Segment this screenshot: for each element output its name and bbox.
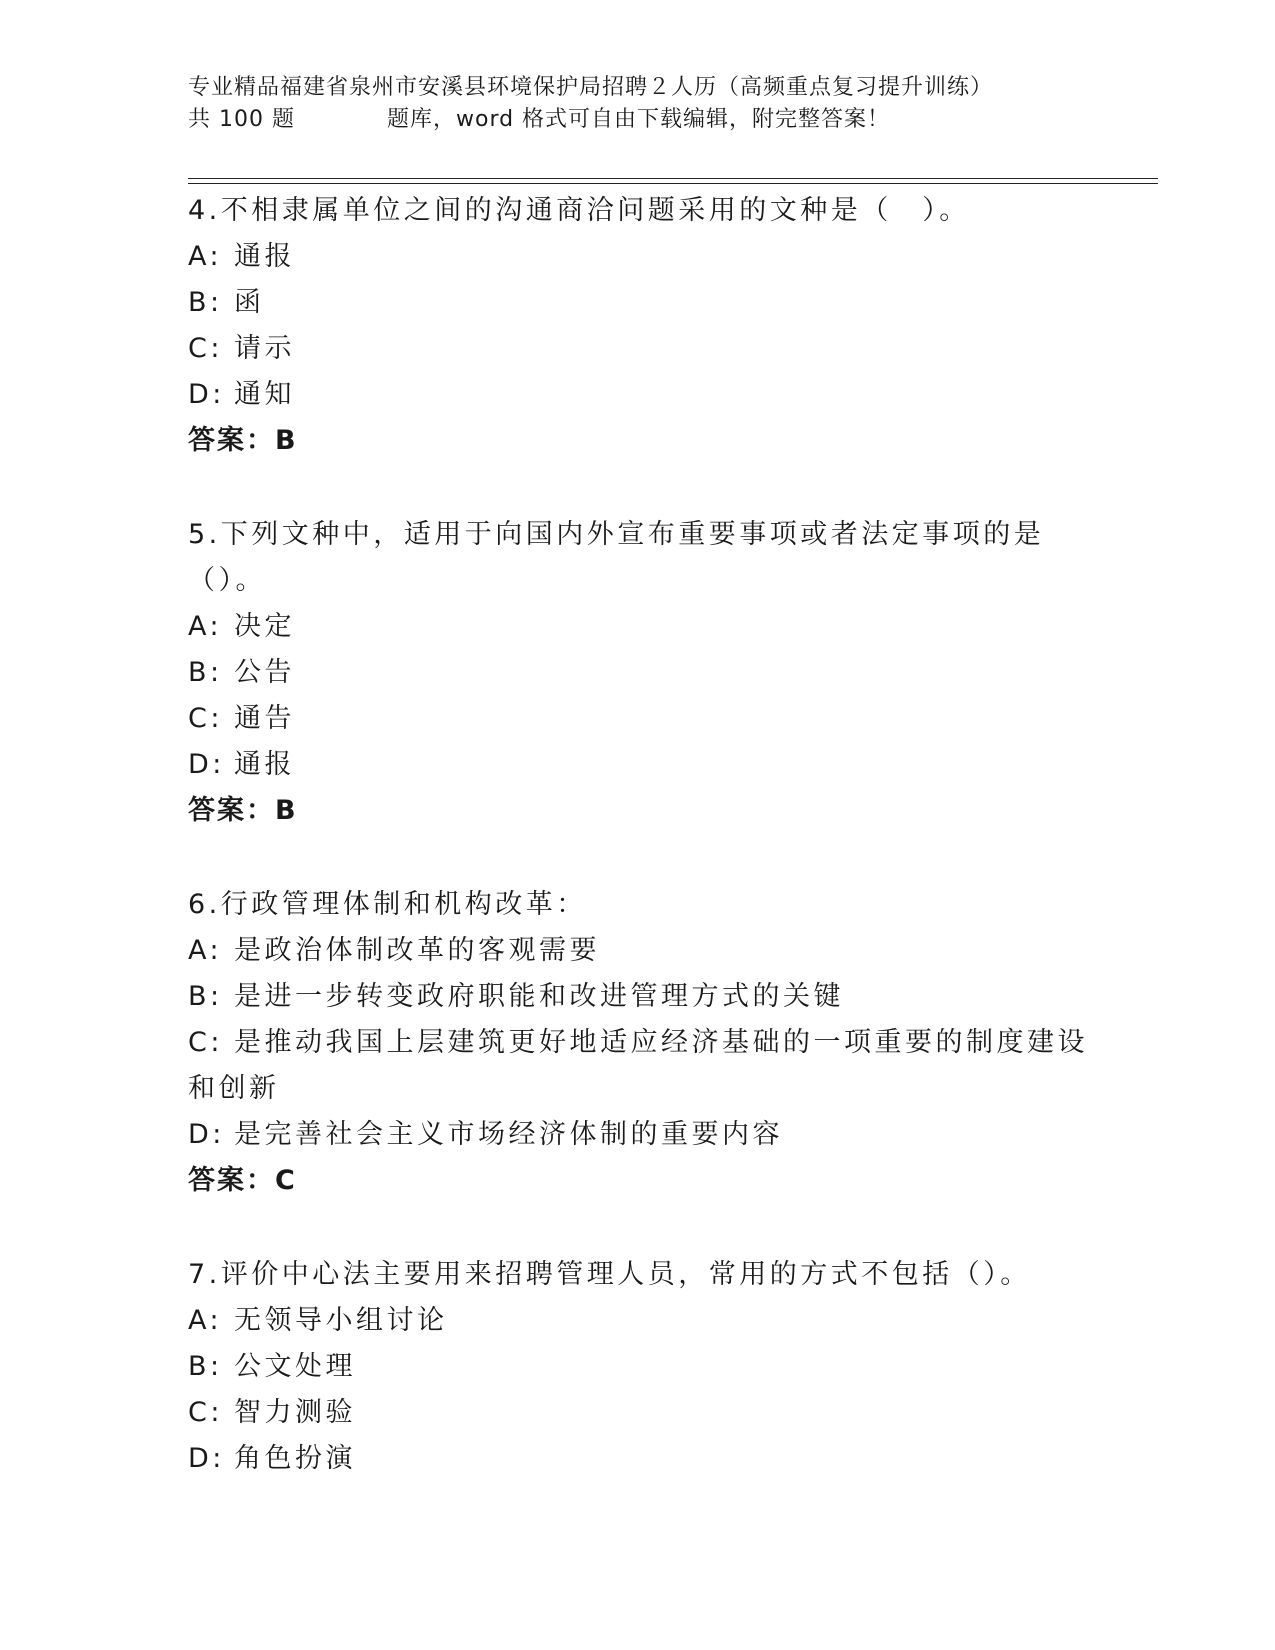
option-a <box>188 1298 1088 1344</box>
option-c <box>188 1020 1088 1112</box>
question-text: 6.行政管理体制和机构改革： <box>188 889 587 920</box>
option-letter: D: <box>188 379 225 410</box>
option-text: 是进一步转变政府职能和改进管理方式的关键 <box>234 981 844 1012</box>
option-letter: B: <box>188 287 223 318</box>
question-item <box>188 512 1088 834</box>
header-title-line: 专业精品福建省泉州市安溪县环境保护局招聘２人历（高频重点复习提升训练） <box>188 75 994 100</box>
option-letter: C: <box>188 1397 223 1428</box>
option-d <box>188 1112 1088 1158</box>
option-a <box>188 234 1088 280</box>
option-letter: C: <box>188 1027 223 1058</box>
option-text: 角色扮演 <box>234 1443 356 1474</box>
header-divider-top <box>188 178 1158 179</box>
option-text: 请示 <box>234 333 295 364</box>
option-text: 是完善社会主义市场经济体制的重要内容 <box>234 1119 783 1150</box>
option-text: 智力测验 <box>234 1397 356 1428</box>
document-header <box>188 72 1168 136</box>
option-d <box>188 1436 1088 1482</box>
header-description: 题库，word 格式可自由下载编辑，附完整答案！ <box>386 107 891 132</box>
option-letter: B: <box>188 657 223 688</box>
question-text: 4.不相隶属单位之间的沟通商洽问题采用的文种是（ ）。 <box>188 195 970 226</box>
option-b <box>188 1344 1088 1390</box>
option-letter: B: <box>188 1351 223 1382</box>
option-text: 通报 <box>234 241 295 272</box>
option-b <box>188 650 1088 696</box>
option-text: 函 <box>234 287 265 318</box>
question-text: 5.下列文种中，适用于向国内外宣布重要事项或者法定事项的是（）。 <box>188 519 1045 596</box>
option-letter: D: <box>188 1119 225 1150</box>
option-letter: B: <box>188 981 223 1012</box>
header-subtitle-line <box>188 104 1168 136</box>
option-text: 通告 <box>234 703 295 734</box>
option-a <box>188 604 1088 650</box>
option-text: 决定 <box>234 611 295 642</box>
header-question-count: 共 100 题 <box>188 107 295 132</box>
option-letter: C: <box>188 703 223 734</box>
answer-line: 答案：C <box>188 1165 297 1196</box>
option-letter: A: <box>188 241 223 272</box>
question-item <box>188 882 1088 1204</box>
option-letter: D: <box>188 749 225 780</box>
option-a <box>188 928 1088 974</box>
question-item <box>188 188 1088 464</box>
option-text: 通知 <box>234 379 295 410</box>
question-list <box>188 188 1088 1530</box>
option-text: 通报 <box>234 749 295 780</box>
header-divider-bottom <box>188 183 1158 184</box>
header-gap <box>295 104 387 136</box>
answer-line: 答案：B <box>188 795 298 826</box>
option-text: 是政治体制改革的客观需要 <box>234 935 600 966</box>
option-letter: C: <box>188 333 223 364</box>
option-letter: D: <box>188 1443 225 1474</box>
option-letter: A: <box>188 935 223 966</box>
option-letter: A: <box>188 1305 223 1336</box>
option-d <box>188 742 1088 788</box>
option-d <box>188 372 1088 418</box>
question-text: 7.评价中心法主要用来招聘管理人员，常用的方式不包括（）。 <box>188 1259 1031 1290</box>
option-b <box>188 974 1088 1020</box>
option-text: 公告 <box>234 657 295 688</box>
question-item <box>188 1252 1088 1482</box>
option-letter: A: <box>188 611 223 642</box>
option-c <box>188 1390 1088 1436</box>
option-b <box>188 280 1088 326</box>
option-c <box>188 326 1088 372</box>
option-text: 公文处理 <box>234 1351 356 1382</box>
option-text: 无领导小组讨论 <box>234 1305 448 1336</box>
answer-line: 答案：B <box>188 425 298 456</box>
option-text: 是推动我国上层建筑更好地适应经济基础的一项重要的制度建设和创新 <box>188 1027 1088 1104</box>
option-c <box>188 696 1088 742</box>
